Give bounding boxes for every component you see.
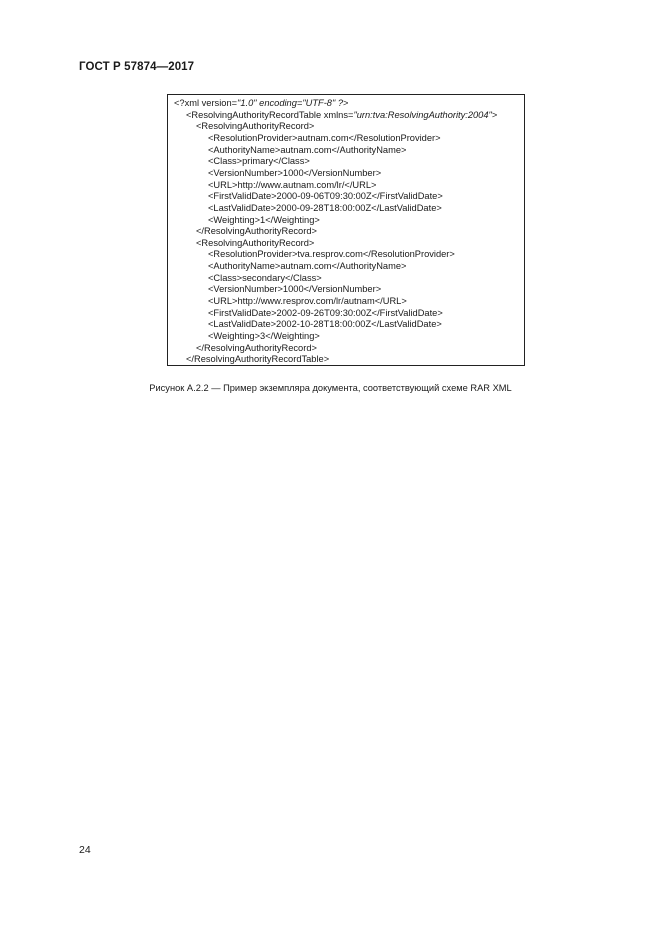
xml-text: <FirstValidDate>2000-09-06T09:30:00Z</FirstValidDate>	[208, 191, 443, 202]
xml-line	[208, 145, 406, 157]
xml-text: <AuthorityName>autnam.com</AuthorityName>	[208, 261, 407, 272]
xml-line	[208, 191, 443, 203]
xml-text: <?xml version=	[174, 98, 238, 108]
xml-line	[208, 156, 310, 168]
xml-attribute-value: "urn:tva:ResolvingAuthority:2004"	[353, 109, 492, 120]
figure-caption: Рисунок А.2.2 — Пример экземпляра документа, соответствующий схеме RAR XML	[149, 383, 512, 393]
xml-line	[196, 238, 314, 250]
xml-line	[208, 296, 407, 308]
xml-text: <AuthorityName>autnam.com</AuthorityName>	[208, 144, 407, 155]
xml-text: <ResolvingAuthorityRecord>	[196, 121, 315, 132]
xml-line	[208, 284, 381, 296]
xml-text: </ResolvingAuthorityRecord>	[196, 342, 317, 353]
xml-line	[208, 261, 406, 273]
xml-line	[196, 121, 314, 133]
xml-text: </ResolvingAuthorityRecordTable>	[186, 354, 330, 365]
xml-line	[208, 249, 455, 261]
xml-text: </ResolvingAuthorityRecord>	[196, 226, 317, 237]
xml-text: <ResolvingAuthorityRecordTable xmlns=	[186, 109, 354, 120]
page-number: 24	[79, 844, 91, 856]
xml-text: <LastValidDate>2002-10-28T18:00:00Z</LastValidDate>	[208, 319, 442, 330]
xml-text: >	[343, 98, 349, 108]
xml-line	[208, 331, 320, 343]
xml-text: <ResolvingAuthorityRecord>	[196, 237, 315, 248]
xml-line	[196, 343, 317, 355]
xml-text: <Weighting>3</Weighting>	[208, 331, 320, 341]
xml-line	[208, 168, 381, 180]
xml-text: <FirstValidDate>2002-09-26T09:30:00Z</FirstValidDate>	[208, 307, 443, 318]
xml-text: <Class>primary</Class>	[208, 156, 310, 167]
xml-listing-box	[167, 94, 525, 366]
xml-text: <ResolutionProvider>autnam.com</ResolutionProvider>	[208, 132, 441, 143]
xml-line	[208, 203, 442, 215]
xml-line	[208, 308, 443, 320]
xml-text: <Class>secondary</Class>	[208, 272, 322, 283]
xml-line	[208, 273, 322, 285]
xml-attribute-value: "1.0" encoding="UTF-8" ?	[237, 98, 344, 108]
xml-text: <URL>http://www.autnam.com/lr/</URL>	[208, 179, 377, 190]
page-header: ГОСТ Р 57874—2017	[79, 61, 195, 73]
xml-text: <ResolutionProvider>tva.resprov.com</ResolutionProvider>	[208, 249, 455, 260]
xml-line	[208, 180, 376, 192]
xml-line	[196, 226, 317, 238]
xml-text: <Weighting>1</Weighting>	[208, 214, 320, 225]
xml-text: >	[491, 109, 498, 120]
xml-line	[174, 98, 348, 110]
xml-text: <VersionNumber>1000</VersionNumber>	[208, 167, 382, 178]
xml-text: <VersionNumber>1000</VersionNumber>	[208, 284, 382, 295]
xml-line	[208, 319, 442, 331]
xml-text: <LastValidDate>2000-09-28T18:00:00Z</LastValidDate>	[208, 202, 442, 213]
xml-line	[208, 133, 441, 145]
xml-line	[186, 354, 329, 366]
xml-line	[208, 215, 320, 227]
xml-line	[186, 110, 497, 122]
xml-text: <URL>http://www.resprov.com/lr/autnam</URL>	[208, 296, 407, 307]
